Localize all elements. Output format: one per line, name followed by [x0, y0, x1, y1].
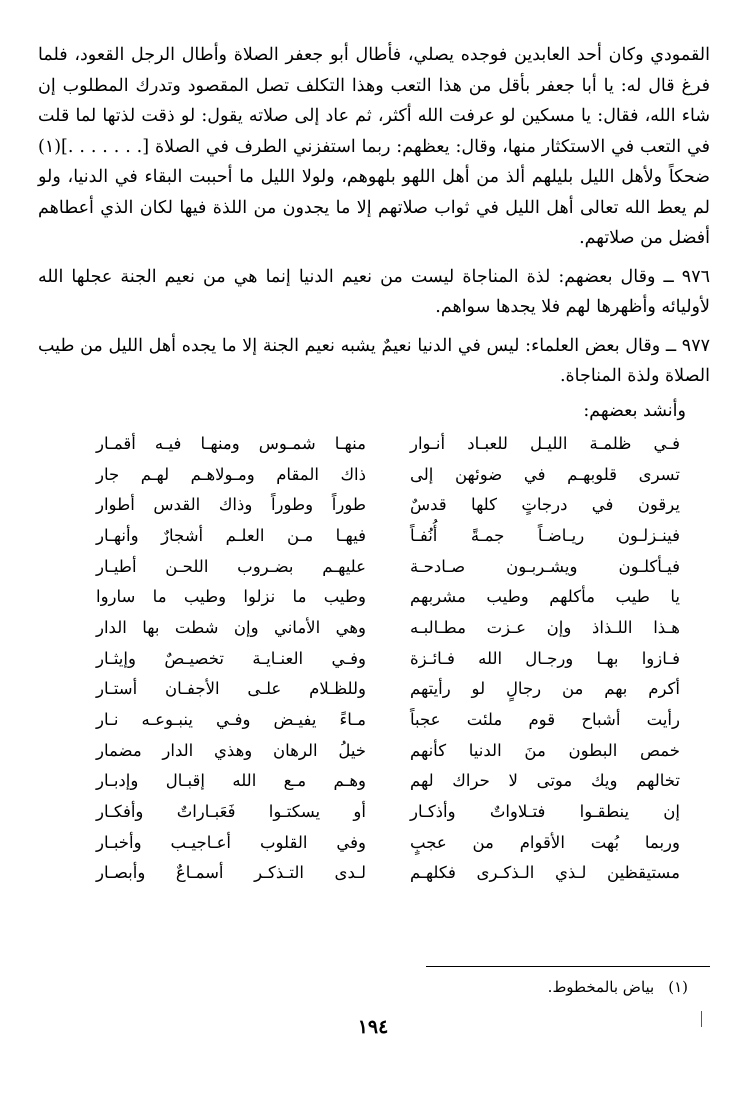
verse-row — [38, 704, 710, 735]
verse-first-hemistich: مستيقظين لـذي الـذكـرى فكلهـم — [410, 863, 680, 883]
verse-first-hemistich: أكرم بهم من رجالٍ لو رأيتهم — [410, 679, 680, 699]
verse-second-hemistich: لـدى التـذكـر أسمـاعٌ وأبصـار — [96, 863, 366, 883]
verse-second-hemistich: طوراً وطوراً وذاك القدس أطوار — [96, 495, 366, 515]
verse-row — [38, 766, 710, 797]
paragraph-976: ٩٧٦ ــ وقال بعضهم: لذة المناجاة ليست من نعيم الدنيا إنما هي من نعيم الجنة عجلها الله لأوليائه وأظهرها لهم فلا يجدها سواهم. — [38, 266, 710, 317]
page-number: ١٩٤ — [357, 1016, 389, 1038]
verse-row — [38, 674, 710, 705]
verse-row — [38, 551, 710, 582]
verse-second-hemistich: منهـا شمـوس ومنهـا فيـه أقمـار — [96, 433, 366, 453]
paragraph-977: ٩٧٧ ــ وقال بعض العلماء: ليس في الدنيا نعيمٌ يشبه نعيم الجنة إلا ما يجده أهل الليل من طيب الصلاة ولذة المناجاة. — [38, 335, 710, 386]
verse-row — [38, 858, 710, 889]
verse-second-hemistich: وفي القلوب أعـاجيـب وأخبـار — [96, 832, 366, 852]
footnote-divider — [426, 966, 710, 967]
verse-row — [38, 489, 710, 520]
footnote-number: (١) — [668, 978, 688, 996]
verse-first-hemistich: تسرى قلوبهـم في ضوئهن إلى — [410, 464, 680, 484]
verse-first-hemistich: تخالهم ويك موتى لا حراك لهم — [410, 771, 680, 791]
verse-second-hemistich: وللظـلام علـى الأجفـان أستـار — [96, 679, 366, 699]
verse-row — [38, 827, 710, 858]
verse-first-hemistich: فـي ظلمـة الليـل للعبـاد أنـوار — [410, 433, 680, 453]
verse-second-hemistich: وهـم مـع الله إقبـال وإدبـار — [96, 771, 366, 791]
verse-second-hemistich: عليهـم بضـروب اللحـن أطيـار — [96, 556, 366, 576]
verse-row — [38, 581, 710, 612]
page-body — [38, 40, 710, 888]
verse-second-hemistich: وهي الأماني وإن شطت بها الدار — [96, 617, 366, 637]
poem — [38, 428, 710, 888]
footnote — [548, 978, 688, 996]
verse-row — [38, 612, 710, 643]
footnote-text: بياض بالمخطوط. — [547, 978, 655, 996]
paragraph-opening: القمودي وكان أحد العابدين فوجده يصلي، فأطال أبو جعفر الصلاة وأطال الرجل القعود، فلما فرغ قال له: يا أبا جعفر بأقل من هذا التعب وهذا التكلف تصل المقصود وتدرك المطلوب إن شاء الله، فقال: يا مسكين لو عرفت الله أكثر، ثم عاد إلى صلاته يقول: لو ذقت لذتها لما قلت في التعب في الاستكثار منها، وقال: يعظهم: ربما استفزني الطرف في الصلاة [. . . . . . .](١) ضحكاً ولأهل الليل بليلهم ألذ من أهل اللهو بلهوهم، ولولا الليل ما أحببت البقاء في الدنيا، ولو لم يعط الله تعالى أهل الليل في ثواب صلاتهم إلا ما يجدون من اللذة فيها لكان الذي أعطاهم أفضل من صلاتهم. — [38, 45, 710, 248]
verse-second-hemistich: وطيب ما نزلوا وطيب ما ساروا — [96, 587, 366, 607]
verse-row — [38, 796, 710, 827]
verse-first-hemistich: رأيت أشباح قوم ملئت عجباً — [410, 710, 680, 730]
verse-second-hemistich: خيلُ الرهان وهذي الدار مضمار — [96, 740, 366, 760]
verse-first-hemistich: إن ينطقـوا فتـلاواتٌ وأذكـار — [410, 802, 680, 822]
verse-row — [38, 735, 710, 766]
verse-first-hemistich: وربما بُهت الأقوام من عجبٍ — [410, 832, 680, 852]
verse-first-hemistich: خمص البطون منَ الدنيا كأنهم — [410, 740, 680, 760]
verse-second-hemistich: ذاك المقام ومـولاهـم لهـم جار — [96, 464, 366, 484]
verse-second-hemistich: مـاءً يفيـض وفـي ينبـوعـه نـار — [96, 710, 366, 730]
verse-first-hemistich: يا طيب مأكلهم وطيب مشربهم — [410, 587, 680, 607]
verse-second-hemistich: أو يسكتـوا فَعَبـاراتٌ وأفكـار — [96, 802, 366, 822]
verse-first-hemistich: يرقون في درجاتٍ كلها قدسٌ — [410, 495, 680, 515]
verse-row — [38, 428, 710, 459]
verse-second-hemistich: وفـي العنـايـة تخصيـصٌ وإيثـار — [96, 648, 366, 668]
verse-second-hemistich: فيهـا مـن العلـم أشجارٌ وأنهـار — [96, 525, 366, 545]
verse-row — [38, 459, 710, 490]
verse-first-hemistich: فـازوا بهـا ورجـال الله فـائـزة — [410, 648, 680, 668]
verse-first-hemistich: فيـأكلـون ويشـربـون صـادحـة — [410, 556, 680, 576]
poem-intro: وأنشد بعضهم: — [583, 400, 686, 421]
verse-row — [38, 643, 710, 674]
verse-first-hemistich: فينـزلـون ريـاضـاً جمـةً أُنُفـاً — [410, 525, 680, 545]
verse-first-hemistich: هـذا اللـذاذ وإن عـزت مطـالبـه — [410, 617, 680, 637]
verse-row — [38, 520, 710, 551]
